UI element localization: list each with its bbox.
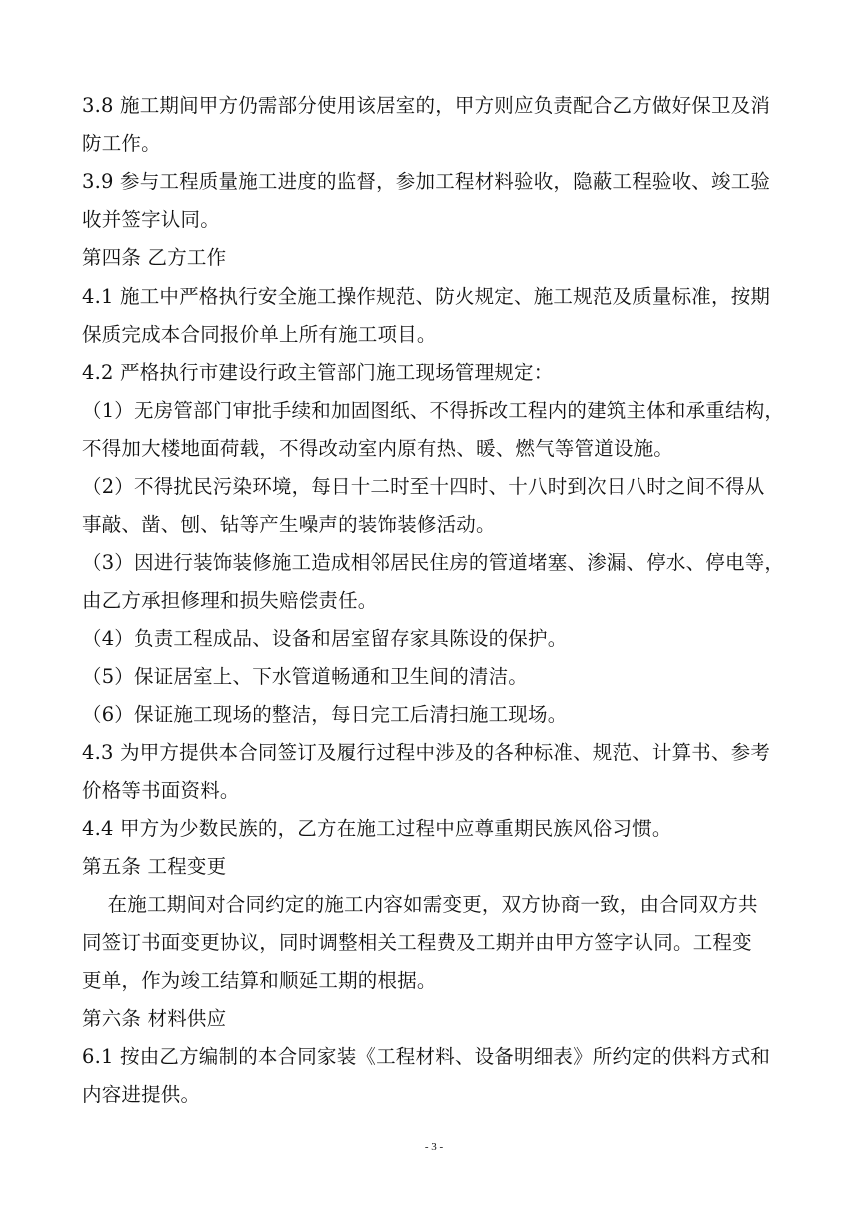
text-line: 价格等书面资料。	[82, 779, 240, 802]
text-line: （2）不得扰民污染环境，每日十二时至十四时、十八时到次日八时之间不得从	[82, 475, 765, 498]
text-line: 同签订书面变更协议，同时调整相关工程费及工期并由甲方签字认同。工程变	[82, 931, 752, 954]
text-line: 防工作。	[82, 132, 161, 155]
text-line: 更单，作为竣工结算和顺延工期的根据。	[82, 969, 437, 992]
text-line: 内容进提供。	[82, 1083, 201, 1106]
section-heading: 第六条 材料供应	[82, 1007, 227, 1030]
text-line: 4.4 甲方为少数民族的，乙方在施工过程中应尊重期民族风俗习惯。	[82, 817, 672, 840]
text-line: 4.1 施工中严格执行安全施工操作规范、防火规定、施工规范及质量标准，按期	[82, 285, 771, 308]
text-line: （1）无房管部门审批手续和加固图纸、不得拆改工程内的建筑主体和承重结构，	[82, 399, 785, 422]
text-line: 6.1 按由乙方编制的本合同家装《工程材料、设备明细表》所约定的供料方式和	[82, 1045, 771, 1068]
text-line: 不得加大楼地面荷载，不得改动室内原有热、暖、燃气等管道设施。	[82, 437, 674, 460]
text-line: 3.8 施工期间甲方仍需部分使用该居室的，甲方则应负责配合乙方做好保卫及消	[82, 94, 771, 117]
text-line: 4.2 严格执行市建设行政主管部门施工现场管理规定：	[82, 361, 554, 384]
section-heading: 第五条 工程变更	[82, 855, 227, 878]
text-line: 由乙方承担修理和损失赔偿责任。	[82, 589, 378, 612]
text-line: 事敲、凿、刨、钻等产生噪声的装饰装修活动。	[82, 513, 496, 536]
page-number: - 3 -	[424, 1141, 444, 1153]
text-line: （3）因进行装饰装修施工造成相邻居民住房的管道堵塞、渗漏、停水、停电等，	[82, 551, 785, 574]
text-line: 收并签字认同。	[82, 208, 220, 231]
text-line: 保质完成本合同报价单上所有施工项目。	[82, 323, 437, 346]
text-line: （6）保证施工现场的整洁，每日完工后清扫施工现场。	[82, 703, 568, 726]
text-line: （4）负责工程成品、设备和居室留存家具陈设的保护。	[82, 627, 568, 650]
text-line: （5）保证居室上、下水管道畅通和卫生间的清洁。	[82, 665, 529, 688]
text-line: 4.3 为甲方提供本合同签订及履行过程中涉及的各种标准、规范、计算书、参考	[82, 741, 771, 764]
section-heading: 第四条 乙方工作	[82, 246, 227, 269]
text-line: 在施工期间对合同约定的施工内容如需变更，双方协商一致，由合同双方共	[82, 893, 758, 916]
text-line: 3.9 参与工程质量施工进度的监督，参加工程材料验收，隐蔽工程验收、竣工验	[82, 170, 771, 193]
